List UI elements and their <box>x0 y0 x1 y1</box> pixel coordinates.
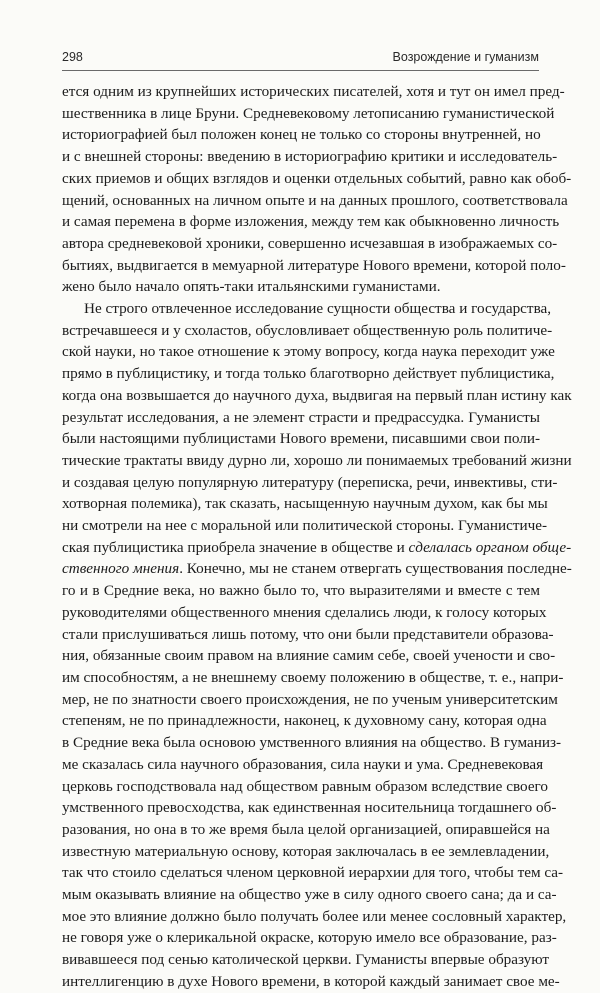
text-line: хотворная полемика), так сказать, насыщенную научным духом, как бы мы <box>62 495 548 513</box>
text-line: щений, основанных на личном опыте и на данных прошлого, соответствовала <box>62 191 568 209</box>
running-title: Возрождение и гуманизм <box>392 50 539 64</box>
text-line: когда она возвышается до научного духа, выдвигая на первый план истину как <box>62 386 572 404</box>
text-line: го и в Средние века, но важно было то, что выразителями и вместе с тем <box>62 582 540 600</box>
text-line <box>62 537 572 559</box>
text-line: ния, обязанные своим правом на влияние самим себе, своей учености и сво- <box>62 647 556 665</box>
header-rule <box>62 70 539 71</box>
text-line: автора средневековой хроники, совершенно исчезавшая в изображаемых со- <box>62 234 558 252</box>
text-line: известную материальную основу, которая заключалась в ее землевладении, <box>62 842 550 860</box>
text-line: церковь господствовала над обществом равным образом вследствие своего <box>62 777 548 795</box>
text-run: ская публицистика приобрела значение в обществе и <box>62 538 409 556</box>
page-number: 298 <box>62 50 83 64</box>
text-line: мым оказывать влияние на общество уже в силу одного своего сана; да и са- <box>62 886 557 904</box>
text-line: ских приемов и общих взглядов и оценки отдельных событий, равно как обоб- <box>62 169 572 187</box>
text-line: руководителями общественного мнения сделались люди, к голосу которых <box>62 603 547 621</box>
text-line: шественника в лице Бруни. Средневековому летописанию гуманистической <box>62 104 555 122</box>
text-line: Не строго отвлеченное исследование сущности общества и государства, <box>84 300 552 318</box>
text-line: разования, но она в то же время была целой организацией, опиравшейся на <box>62 820 550 838</box>
text-line: не говоря уже о клерикальной окраске, которую имело все образование, раз- <box>62 929 557 947</box>
text-line: встречавшееся и у схоластов, обусловливает общественную роль политиче- <box>62 321 553 339</box>
text-line: в Средние века была основою умственного влияния на общество. В гуманиз- <box>62 734 562 752</box>
text-line: и с внешней стороны: введению в историографию критики и исследователь- <box>62 148 558 166</box>
paragraph <box>62 81 572 298</box>
text-line: бытиях, выдвигается в мемуарной литературе Нового времени, которой поло- <box>62 256 566 274</box>
text-line: и создавая целую популярную литературу (переписка, речи, инвективы, сти- <box>62 473 558 491</box>
text-line: и самая перемена в форме изложения, между тем как обыкновенно личность <box>62 213 560 231</box>
text-line: были настоящими публицистами Нового времени, писавшими свои поли- <box>62 430 541 448</box>
text-run: . Конечно, мы не станем отвергать существования последне- <box>179 560 572 578</box>
text-line: тические трактаты ввиду дурно ли, хорошо ли понимаемых требований жизни <box>62 451 572 469</box>
text-line <box>62 558 572 580</box>
text-line: вивавшееся под сенью католической церкви. Гуманисты впервые образуют <box>62 951 550 969</box>
paragraph <box>62 298 572 993</box>
text-line: ме сказалась сила научного образования, сила науки и ума. Средневековая <box>62 755 544 773</box>
text-line: прямо в публицистику, и тогда только благотворно действует публицистика, <box>62 365 555 383</box>
running-header <box>62 50 539 68</box>
text-line: мер, не по знатности своего происхождения, не по ученым университетским <box>62 690 558 708</box>
body-text <box>62 81 572 993</box>
text-line: жено было начало опять-таки итальянскими гуманистами. <box>62 278 441 296</box>
text-line: результат исследования, а не элемент страсти и предрассудка. Гуманисты <box>62 408 540 426</box>
text-line: интеллигенцию в духе Нового времени, в которой каждый занимает свое ме- <box>62 972 560 990</box>
text-line: ской науки, но такое отношение к этому вопросу, когда наука переходит уже <box>62 343 555 361</box>
text-line: историографией был положен конец не только со стороны внутренней, но <box>62 126 541 144</box>
text-line: степеням, не по принадлежности, наконец, к духовному сану, которая одна <box>62 712 547 730</box>
text-line: им способностям, а не внешнему своему положению в обществе, т. е., напри- <box>62 668 564 686</box>
text-line: мое это влияние должно было получать более или менее сословный характер, <box>62 907 567 925</box>
text-line: стали прислушиваться лишь потому, что они были представители образова- <box>62 625 554 643</box>
italic-phrase: ственного мнения <box>62 560 180 578</box>
text-line: ни смотрели на нее с моральной или политической стороны. Гуманистиче- <box>62 517 548 535</box>
text-line: так что стоило сделаться членом церковной иерархии для того, чтобы тем са- <box>62 864 564 882</box>
italic-phrase: сделалась органом обще- <box>408 538 572 556</box>
text-line: умственного превосходства, как единственная носительница тогдашнего об- <box>62 799 557 817</box>
text-line: ется одним из крупнейших исторических писателей, хотя и тут он имел пред- <box>62 83 565 100</box>
